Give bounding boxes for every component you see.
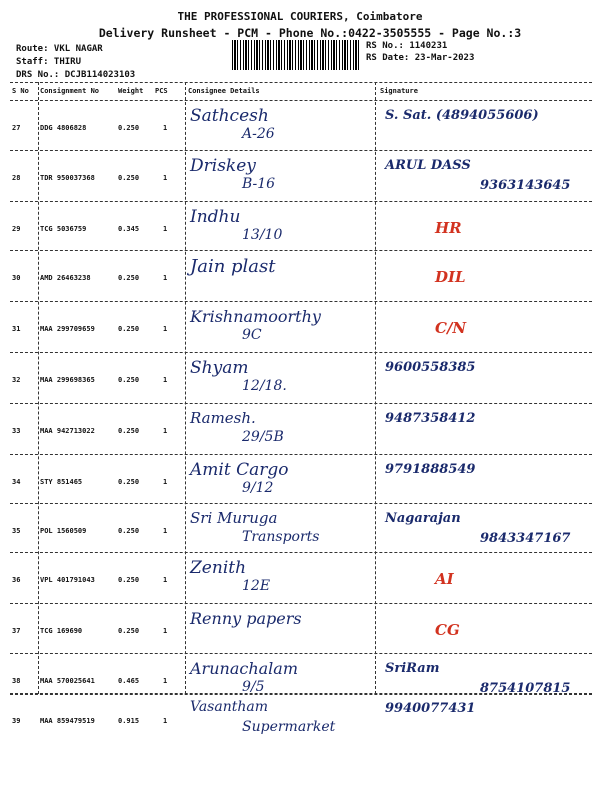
row-weight: 0.250 — [118, 174, 140, 182]
row-sno: 33 — [12, 427, 21, 435]
table-row — [10, 100, 592, 151]
signature: S. Sat. (4894055606) — [385, 108, 539, 123]
row-sno: 38 — [12, 677, 21, 685]
row-weight: 0.250 — [118, 527, 140, 535]
row-consignment-no: MAA 570025641 — [40, 677, 95, 685]
table-row — [10, 250, 592, 301]
row-consignment-no: POL 1560509 — [40, 527, 87, 535]
row-pcs: 1 — [163, 576, 168, 584]
consignee-name: Jain plast — [190, 256, 276, 277]
consignee-address: 12E — [242, 578, 271, 594]
row-divider — [10, 694, 592, 695]
runsheet-subtitle: Delivery Runsheet - PCM - Phone No.:0422-3505555 - Page No.:3 — [98, 26, 522, 40]
runsheet-title: THE PROFESSIONAL COURIERS, Coimbatore — [177, 10, 423, 23]
table-row — [10, 552, 592, 603]
signature: DIL — [435, 268, 466, 286]
row-weight: 0.250 — [118, 325, 140, 333]
consignee-name: Sathcesh — [190, 106, 269, 126]
col-consignee: Consignee Details — [188, 87, 260, 95]
row-sno: 29 — [12, 225, 21, 233]
row-weight: 0.250 — [118, 274, 140, 282]
signature: HR — [435, 219, 462, 237]
row-consignment-no: TDR 950037368 — [40, 174, 95, 182]
consignee-address: 9/5 — [242, 679, 265, 695]
row-weight: 0.250 — [118, 478, 140, 486]
consignee-name: Krishnamoorthy — [190, 307, 321, 326]
signature: 9940077431 — [385, 701, 476, 716]
row-weight: 0.250 — [118, 627, 140, 635]
consignee-name: Amit Cargo — [190, 460, 289, 480]
row-consignment-no: VPL 401791043 — [40, 576, 95, 584]
consignee-name: Driskey — [190, 156, 256, 176]
signature-phone: 9363143645 — [480, 178, 571, 193]
table-header — [10, 82, 592, 100]
row-consignment-no: MAA 299698365 — [40, 376, 95, 384]
row-pcs: 1 — [163, 225, 168, 233]
row-weight: 0.250 — [118, 376, 140, 384]
signature: Nagarajan — [385, 511, 461, 526]
consignee-address: 29/5B — [242, 429, 284, 445]
col-pcs: PCS — [155, 87, 168, 95]
row-pcs: 1 — [163, 627, 168, 635]
runsheet-table — [10, 82, 592, 735]
signature: 9600558385 — [385, 360, 476, 375]
table-row — [10, 352, 592, 403]
signature: AI — [435, 570, 454, 588]
consignee-address: 13/10 — [242, 227, 283, 243]
row-consignment-no: MAA 299709659 — [40, 325, 95, 333]
row-consignment-no: MAA 859479519 — [40, 717, 95, 725]
consignee-address: 9/12 — [242, 480, 274, 496]
row-weight: 0.250 — [118, 427, 140, 435]
table-row — [10, 150, 592, 201]
row-pcs: 1 — [163, 174, 168, 182]
row-sno: 35 — [12, 527, 21, 535]
col-signature: Signature — [380, 87, 418, 95]
row-consignment-no: STY 851465 — [40, 478, 83, 486]
signature: SriRam — [385, 661, 440, 676]
consignee-name: Shyam — [190, 358, 249, 378]
row-sno: 39 — [12, 717, 21, 725]
row-weight: 0.915 — [118, 717, 140, 725]
consignee-name: Renny papers — [190, 609, 302, 628]
row-sno: 36 — [12, 576, 21, 584]
row-consignment-no: MAA 942713022 — [40, 427, 95, 435]
rs-date: RS Date: 23-Mar-2023 — [366, 53, 475, 63]
consignee-address: Transports — [242, 529, 320, 545]
consignee-address: B-16 — [242, 176, 276, 192]
row-consignment-no: TCG 169690 — [40, 627, 83, 635]
table-row — [10, 693, 592, 744]
row-pcs: 1 — [163, 325, 168, 333]
row-weight: 0.250 — [118, 124, 140, 132]
consignee-name: Arunachalam — [190, 659, 298, 678]
rs-number: RS No.: 1140231 — [366, 41, 448, 51]
staff: Staff: THIRU — [16, 57, 82, 67]
signature: 9487358412 — [385, 411, 476, 426]
table-row — [10, 301, 592, 352]
consignee-address: 9C — [242, 327, 262, 343]
row-pcs: 1 — [163, 717, 168, 725]
col-sno: S No — [12, 87, 29, 95]
signature-phone: 9843347167 — [480, 531, 571, 546]
col-consignment: Consignment No — [40, 87, 100, 95]
row-pcs: 1 — [163, 376, 168, 384]
row-sno: 28 — [12, 174, 21, 182]
drs-number: DRS No.: DCJB114023103 — [16, 70, 136, 80]
table-row — [10, 603, 592, 654]
row-pcs: 1 — [163, 478, 168, 486]
table-row — [10, 403, 592, 454]
consignee-name: Indhu — [190, 207, 241, 227]
consignee-address: 12/18. — [242, 378, 287, 394]
consignee-name: Ramesh. — [190, 409, 256, 427]
row-pcs: 1 — [163, 677, 168, 685]
row-weight: 0.250 — [118, 576, 140, 584]
row-consignment-no: AMD 26463238 — [40, 274, 91, 282]
signature-phone: 8754107815 — [480, 681, 571, 696]
row-pcs: 1 — [163, 527, 168, 535]
row-weight: 0.465 — [118, 677, 140, 685]
row-consignment-no: TCG 5036759 — [40, 225, 87, 233]
row-sno: 27 — [12, 124, 21, 132]
row-sno: 30 — [12, 274, 21, 282]
row-weight: 0.345 — [118, 225, 140, 233]
consignee-name: Zenith — [190, 558, 247, 578]
table-row — [10, 201, 592, 252]
row-sno: 31 — [12, 325, 21, 333]
signature: ARUL DASS — [385, 158, 471, 173]
row-consignment-no: DDG 4806828 — [40, 124, 87, 132]
col-weight: Weight — [118, 87, 144, 95]
row-sno: 32 — [12, 376, 21, 384]
row-pcs: 1 — [163, 274, 168, 282]
row-sno: 34 — [12, 478, 21, 486]
consignee-name: Sri Muruga — [190, 509, 278, 527]
consignee-address: A-26 — [242, 126, 275, 142]
consignee-name: Vasantham — [190, 699, 268, 715]
row-pcs: 1 — [163, 427, 168, 435]
consignee-address: Supermarket — [242, 719, 336, 735]
row-sno: 37 — [12, 627, 21, 635]
table-row — [10, 503, 592, 554]
row-pcs: 1 — [163, 124, 168, 132]
route: Route: VKL NAGAR — [16, 44, 103, 54]
barcode — [232, 40, 360, 70]
signature: CG — [435, 621, 460, 639]
signature: C/N — [435, 319, 467, 337]
signature: 9791888549 — [385, 462, 476, 477]
table-row — [10, 454, 592, 505]
